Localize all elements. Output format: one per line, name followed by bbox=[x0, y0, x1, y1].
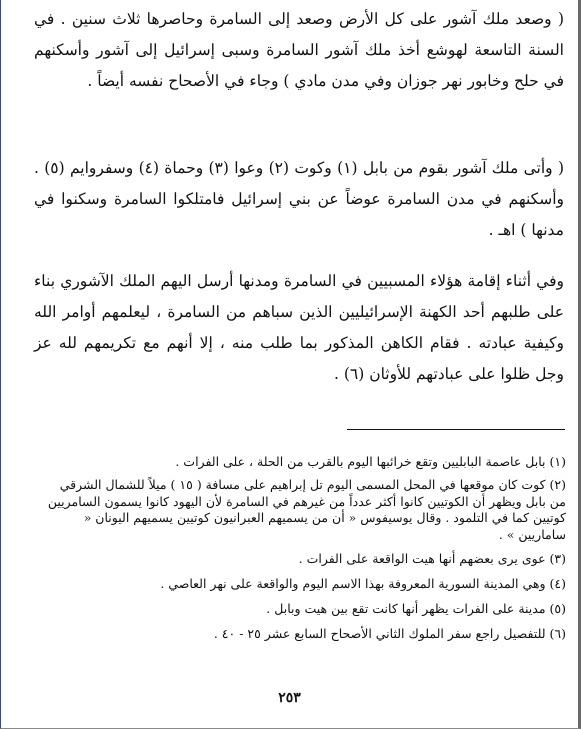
footnote-3: (٣) عوى يرى بعضهم أنها هيت الواقعة على الفرات . bbox=[298, 551, 566, 566]
footnote-6: (٦) للتفصيل راجع سفر الملوك الثاني الأصحاح السابع عشر ٢٥ - ٤٠ . bbox=[213, 626, 566, 641]
body-paragraph bbox=[34, 4, 564, 97]
paragraph-text-3: وفي أثناء إقامة هؤلاء المسبيين في السامرة ومدنها أرسل اليهم الملك الآشوري بناء على طلبهم أحد الكهنة الإسرائيليين الذين سباهم من السامرة ، ليعلمهم أوامر الله وكيفية عبادته . فقام الكاهن المذكور بما طلب منه ، إلا أنهم مع تكريمهم لله عز وجل ظلوا على عبادتهم للأوثان (٦) . bbox=[34, 272, 564, 383]
paragraph-text-2: ( وأتى ملك آشور بقوم من بابل (١) وكوت (٢) وعوا (٣) وحماة (٤) وسفروايم (٥) . وأسكنهم في مدن السامرة عوضاً عن بني إسرائيل فامتلكوا السامرة وسكنوا في مدنها ) اهـ . bbox=[34, 159, 564, 239]
paragraph-text-1: ( وصعد ملك آشور على كل الأرض وصعد إلى السامرة وحاصرها ثلاث سنين . في السنة التاسعة لهوشع أخذ ملك آشور السامرة وسبى إسرائيل إلى آشور وأسكنهم في حلح وخابور نهر جوزان وفي مدن مادي ) وجاء في الأصحاح نفسه أيضاً . bbox=[34, 10, 564, 90]
footnote-1: (١) بابل عاصمة البابليين وتقع خرائبها اليوم بالقرب من الحلة ، على الفرات . bbox=[175, 454, 566, 469]
footnote-separator bbox=[347, 429, 565, 430]
footnote-2: (٢) كوت كان موقعها في المحل المسمى اليوم تل إبراهيم على مسافة ( ١٥ ) ميلاً للشمال الشرقي من بابل ويظهر أن الكوتيين كانوا أكثر عدداً من غيرهم في السامرة لأن اليهود كانوا يسمون السامريين كوتيين كما في التلمود . وقال يوسيفوس « أن من يسميهم العبرانيون كوتيين يسميهم اليونان « ساماريين » . bbox=[47, 477, 566, 542]
footnote-5: (٥) مدينة على الفرات يظهر أنها كانت تقع بين هيت وبابل . bbox=[266, 601, 566, 616]
footnote-4: (٤) وهي المدينة السورية المعروفة بهذا الاسم اليوم والواقعة على نهر العاصي . bbox=[160, 576, 566, 591]
footnotes-section bbox=[41, 452, 566, 649]
page-number: ٢٥٣ bbox=[278, 690, 301, 706]
body-paragraph bbox=[34, 266, 564, 390]
body-paragraph bbox=[34, 153, 564, 246]
